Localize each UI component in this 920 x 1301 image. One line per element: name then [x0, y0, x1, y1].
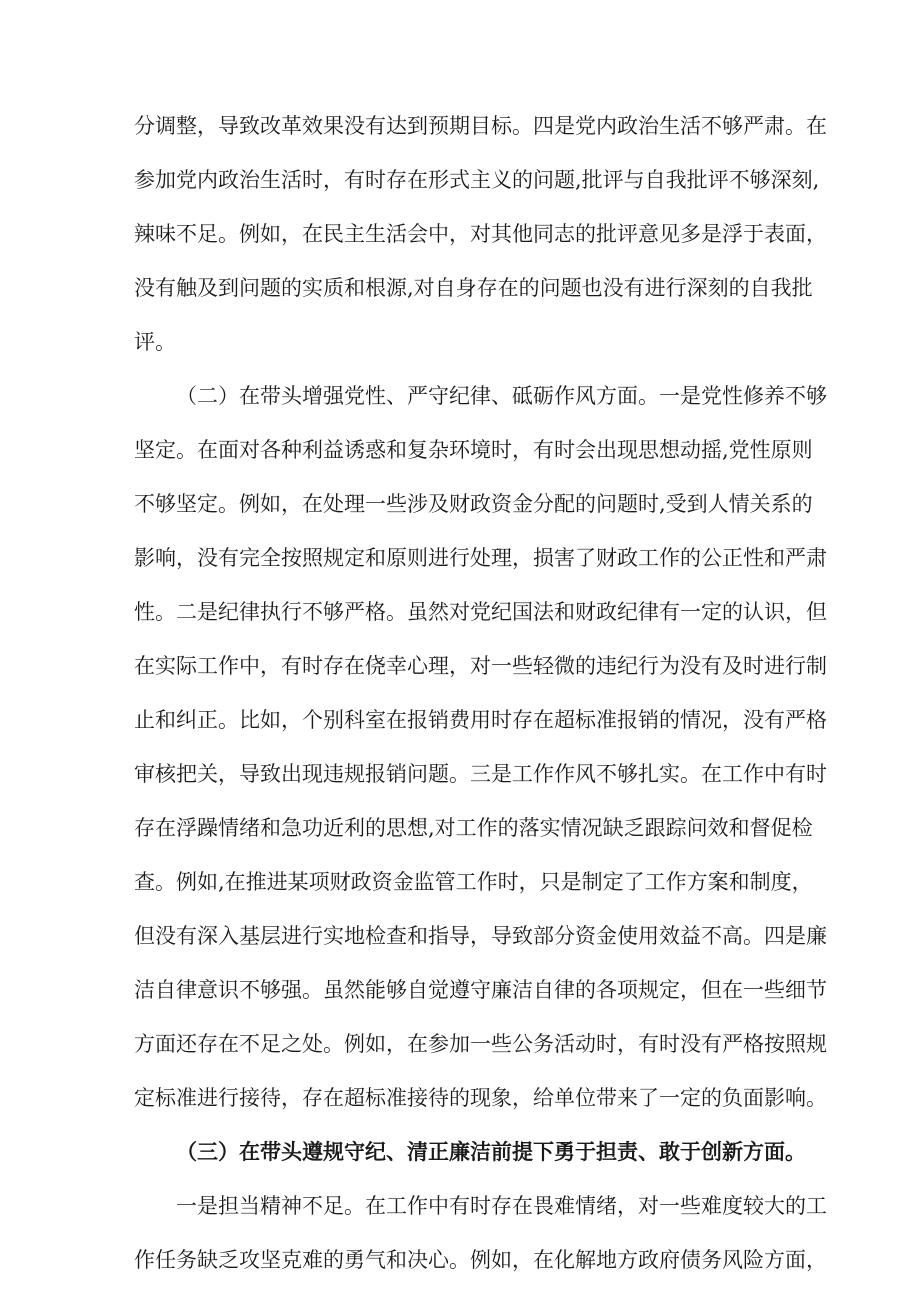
text-line-9: 影响，没有完全按照规定和原则进行处理，损害了财政工作的公正性和严肃: [134, 546, 827, 570]
text-line-11: 在实际工作中，有时存在侥幸心理，对一些轻微的违纪行为没有及时进行制: [134, 654, 827, 678]
text-line-8: 不够坚定。例如，在处理一些涉及财政资金分配的问题时,受到人情关系的: [134, 492, 813, 516]
text-line-14: 存在浮躁情绪和急功近利的思想,对工作的落实情况缺乏跟踪问效和督促检: [134, 816, 813, 840]
text-line-22: 作任务缺乏攻坚克难的勇气和决心。例如，在化解地方政府债务风险方面，: [134, 1248, 827, 1272]
text-line-18: 方面还存在不足之处。例如，在参加一些公务活动时，有时没有严格按照规: [134, 1032, 827, 1056]
text-line-3: 辣味不足。例如，在民主生活会中，对其他同志的批评意见多是浮于表面，: [134, 222, 827, 246]
text-line-13: 审核把关，导致出现违规报销问题。三是工作作风不够扎实。在工作中有时: [134, 762, 827, 786]
text-line-12: 止和纠正。比如，个别科室在报销费用时存在超标准报销的情况，没有严格: [134, 708, 827, 732]
text-line-10: 性。二是纪律执行不够严格。虽然对党纪国法和财政纪律有一定的认识，但: [134, 600, 827, 624]
text-line-2: 参加党内政治生活时，有时存在形式主义的问题,批评与自我批评不够深刻,: [134, 168, 820, 192]
text-line-16: 但没有深入基层进行实地检查和指导，导致部分资金使用效益不高。四是廉: [134, 924, 827, 948]
text-line-5: 评。: [134, 330, 176, 354]
text-line-15: 查。例如,在推进某项财政资金监管工作时，只是制定了工作方案和制度，: [134, 870, 813, 894]
section-three-heading: （三）在带头遵规守纪、清正廉洁前提下勇于担责、敢于创新方面。: [176, 1139, 806, 1164]
text-line-21: 一是担当精神不足。在工作中有时存在畏难情绪，对一些难度较大的工: [176, 1194, 827, 1218]
text-line-1: 分调整，导致改革效果没有达到预期目标。四是党内政治生活不够严肃。在: [134, 114, 827, 138]
section-two-heading-line: （二）在带头增强党性、严守纪律、砥砺作风方面。一是党性修养不够: [176, 384, 827, 408]
text-line-7: 坚定。在面对各种利益诱惑和复杂环境时，有时会出现思想动摇,党性原则: [134, 438, 813, 462]
text-line-19: 定标准进行接待，存在超标准接待的现象，给单位带来了一定的负面影响。: [134, 1086, 827, 1110]
text-line-17: 洁自律意识不够强。虽然能够自觉遵守廉洁自律的各项规定，但在一些细节: [134, 978, 827, 1002]
text-line-4: 没有触及到问题的实质和根源,对自身存在的问题也没有进行深刻的自我批: [134, 276, 813, 300]
